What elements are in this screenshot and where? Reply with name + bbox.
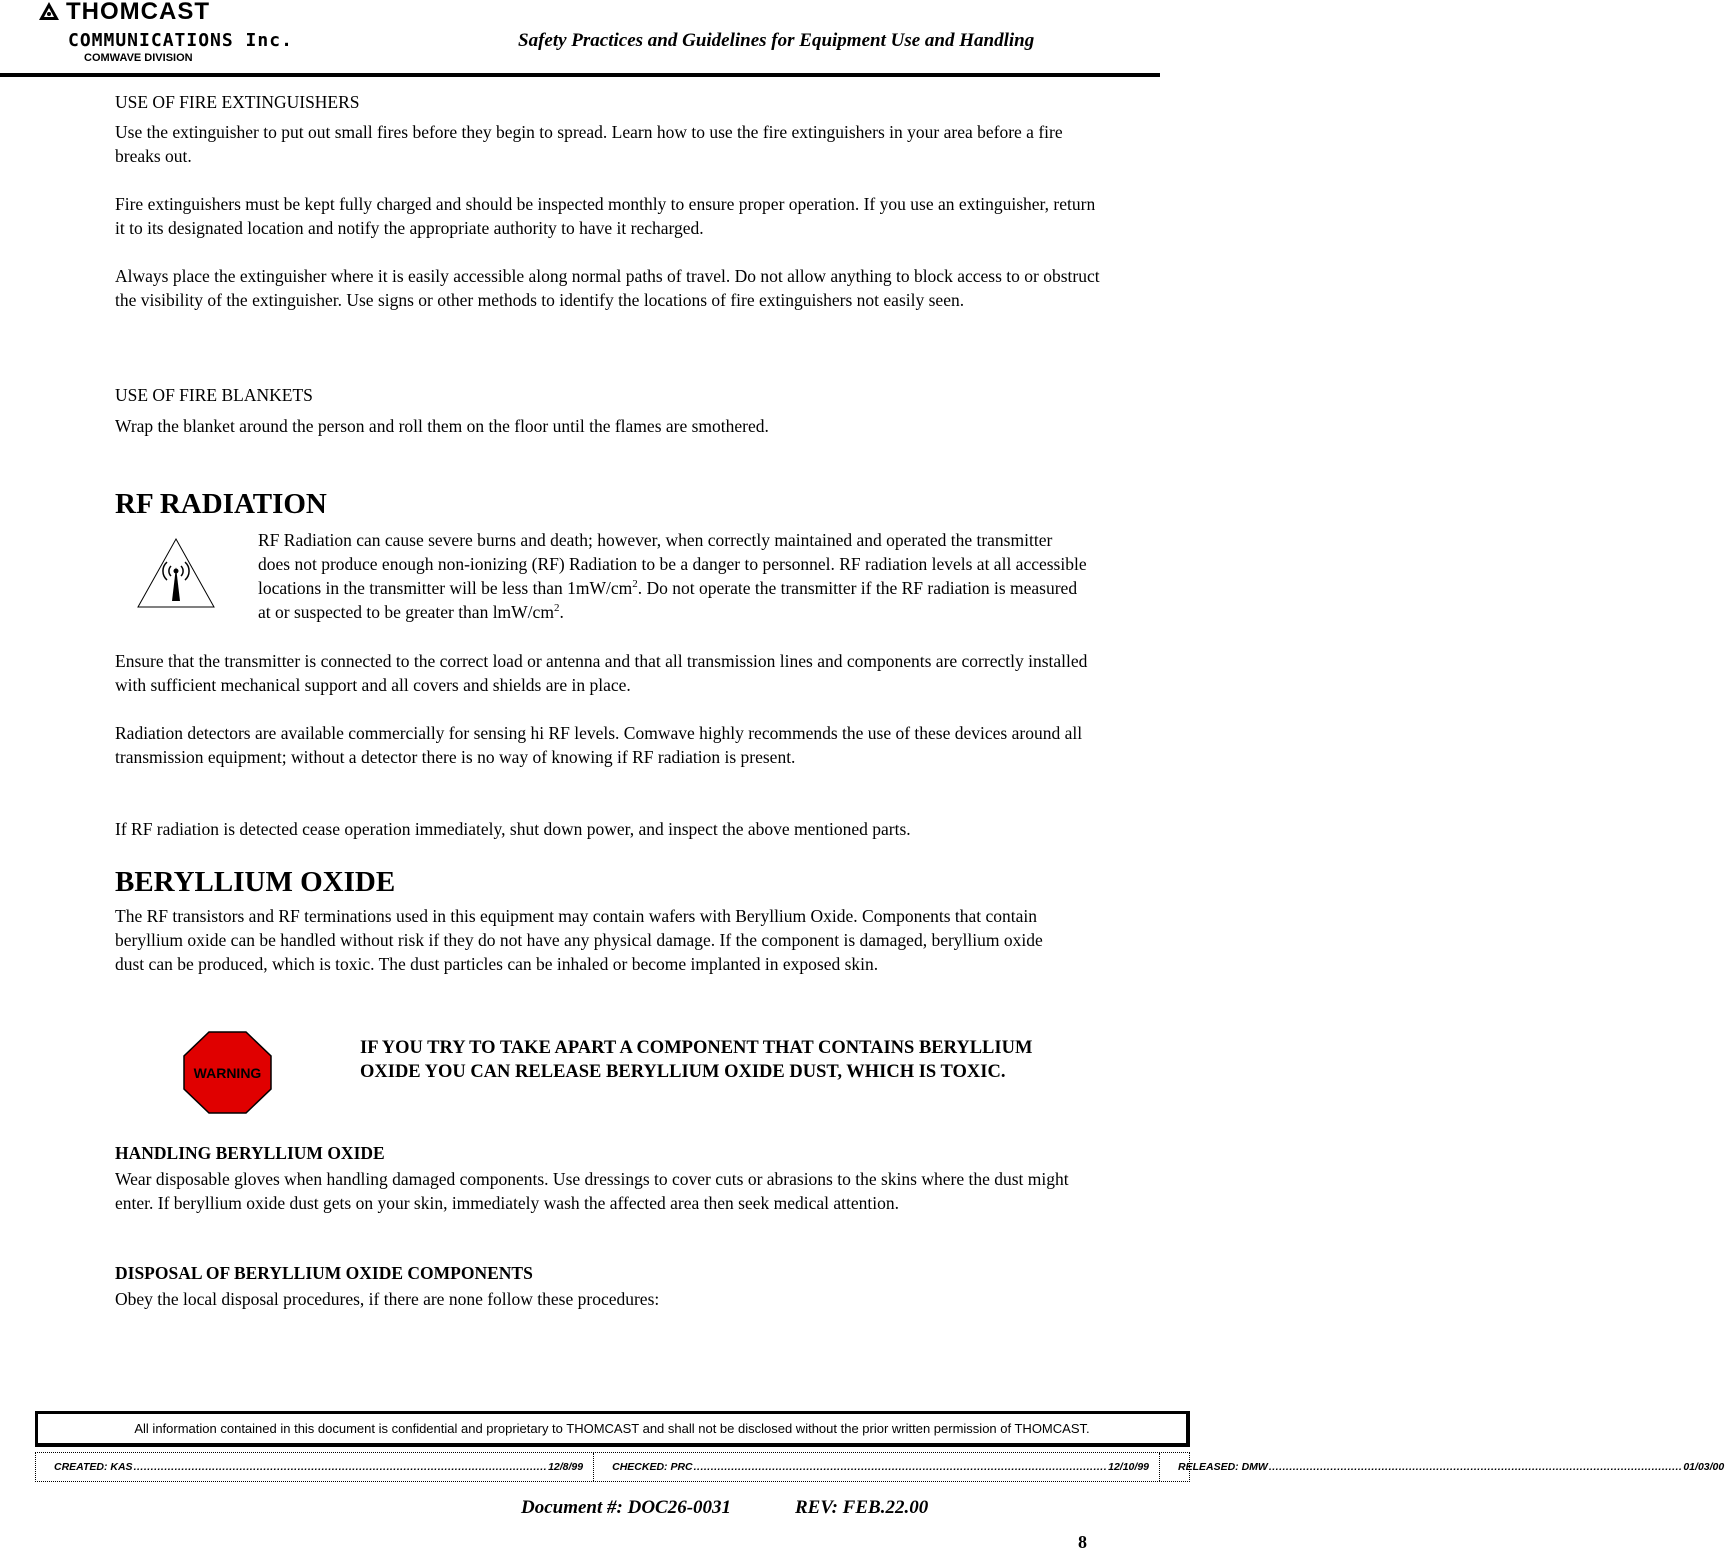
checked-cell: CHECKED: PRC ......................................................................................................................... 12/10/99 bbox=[594, 1453, 1160, 1481]
rf-intro-part-a: RF Radiation can cause severe burns and death; however, when correctly maintained and operated the transmitter does not produce enough non-ionizing (RF) Radiation to be a danger to personnel. RF radiation levels at all accessible locations in the transmitter will be less than 1mW/cm bbox=[258, 530, 1087, 598]
beryllium-warning-text: IF YOU TRY TO TAKE APART A COMPONENT THAT CONTAINS BERYLLIUM OXIDE YOU CAN RELEASE BERYLLIUM OXIDE DUST, WHICH IS TOXIC. bbox=[360, 1038, 1033, 1082]
beryllium-oxide-paragraph: The RF transistors and RF terminations used in this equipment may contain wafers with Beryllium Oxide. Components that contain beryllium oxide can be handled without risk if they do not have any physical damage. If the component is damaged, beryllium oxide dust can be produced, which is toxic. The dust particles can be inhaled or become implanted in exposed skin. bbox=[115, 906, 1043, 974]
created-date: 12/8/99 bbox=[548, 1461, 584, 1473]
fire-extinguishers-paragraph-3: Always place the extinguisher where it is easily accessible along normal paths of travel. Do not allow anything to block access to or obstruct the visibility of the extinguisher. Use signs or other methods to identify the locations of fire extinguishers not easily seen. bbox=[115, 266, 1100, 310]
confidentiality-text: All information contained in this document is confidential and proprietary to THOMCAST and shall not be disclosed without the prior written permission of THOMCAST. bbox=[134, 1421, 1090, 1436]
fire-blankets-heading: USE OF FIRE BLANKETS bbox=[115, 385, 313, 405]
division-name: COMWAVE DIVISION bbox=[84, 52, 193, 64]
checked-date: 12/10/99 bbox=[1108, 1461, 1149, 1473]
company-subtitle: COMMUNICATIONS Inc. bbox=[68, 30, 293, 51]
company-logo bbox=[38, 0, 318, 70]
checked-label: CHECKED: PRC bbox=[612, 1461, 693, 1473]
thomcast-logo-icon bbox=[38, 1, 60, 23]
rf-radiation-intro bbox=[258, 528, 1088, 624]
rf-radiation-paragraph-3: Radiation detectors are available commercially for sensing hi RF levels. Comwave highly recommends the use of these devices around all transmission equipment; without a detector there is no way of knowing if RF radiation is present. bbox=[115, 723, 1083, 767]
released-cell: RELEASED: DMW ......................................................................................................................... 01/03/00 bbox=[1178, 1461, 1725, 1473]
beryllium-oxide-heading: BERYLLIUM OXIDE bbox=[115, 866, 396, 898]
document-number: Document #: DOC26-0031 bbox=[521, 1497, 732, 1518]
released-date: 01/03/00 bbox=[1683, 1461, 1725, 1473]
confidentiality-notice bbox=[35, 1411, 1190, 1447]
superscript-2: 2 bbox=[553, 602, 560, 615]
rf-radiation-paragraph-2: Ensure that the transmitter is connected to the correct load or antenna and that all transmission lines and components are correctly installed with sufficient mechanical support and all covers and shields are in place. bbox=[115, 651, 1088, 695]
fire-blankets-paragraph: Wrap the blanket around the person and roll them on the floor until the flames are smothered. bbox=[115, 416, 769, 436]
rf-intro-part-c: . bbox=[559, 602, 564, 622]
created-cell: CREATED: KAS ......................................................................................................................... 12/8/99 bbox=[36, 1453, 594, 1481]
company-name: THOMCAST bbox=[66, 0, 210, 25]
rf-radiation-warning-icon bbox=[136, 537, 216, 609]
signoff-row bbox=[35, 1452, 1725, 1482]
page-number: 8 bbox=[1078, 1532, 1087, 1552]
disposal-beryllium-heading: DISPOSAL OF BERYLLIUM OXIDE COMPONENTS bbox=[115, 1263, 533, 1283]
document-title: Safety Practices and Guidelines for Equipment Use and Handling bbox=[518, 30, 1035, 51]
revision: REV: FEB.22.00 bbox=[795, 1497, 929, 1518]
handling-beryllium-heading: HANDLING BERYLLIUM OXIDE bbox=[115, 1143, 385, 1163]
created-label: CREATED: KAS bbox=[54, 1461, 133, 1473]
warning-label: WARNING bbox=[193, 1065, 262, 1081]
rf-intro-part-b: . Do not operate the transmitter if the RF radiation is measured at or suspected to be greater than lmW/cm bbox=[258, 578, 1078, 622]
warning-stop-sign-icon bbox=[183, 1031, 272, 1114]
superscript-2: 2 bbox=[632, 578, 638, 591]
handling-beryllium-text: Wear disposable gloves when handling damaged components. Use dressings to cover cuts or abrasions to the skins where the dust might enter. If beryllium oxide dust gets on your skin, immediately wash the affected area then seek medical attention. bbox=[115, 1169, 1069, 1213]
disposal-beryllium-text: Obey the local disposal procedures, if there are none follow these procedures: bbox=[115, 1289, 660, 1309]
fire-extinguishers-paragraph-2: Fire extinguishers must be kept fully charged and should be inspected monthly to ensure proper operation. If you use an extinguisher, return it to its designated location and notify the appropriate authority to have it recharged. bbox=[115, 194, 1096, 238]
rf-radiation-heading: RF RADIATION bbox=[115, 488, 327, 520]
fire-extinguishers-heading: USE OF FIRE EXTINGUISHERS bbox=[115, 92, 360, 112]
header-divider bbox=[0, 73, 1160, 77]
released-label: RELEASED: DMW bbox=[1178, 1461, 1268, 1473]
fire-extinguishers-paragraph-1: Use the extinguisher to put out small fires before they begin to spread. Learn how to use the fire extinguishers in your area before a fire breaks out. bbox=[115, 122, 1063, 166]
rf-radiation-paragraph-4: If RF radiation is detected cease operation immediately, shut down power, and inspect the above mentioned parts. bbox=[115, 819, 911, 839]
